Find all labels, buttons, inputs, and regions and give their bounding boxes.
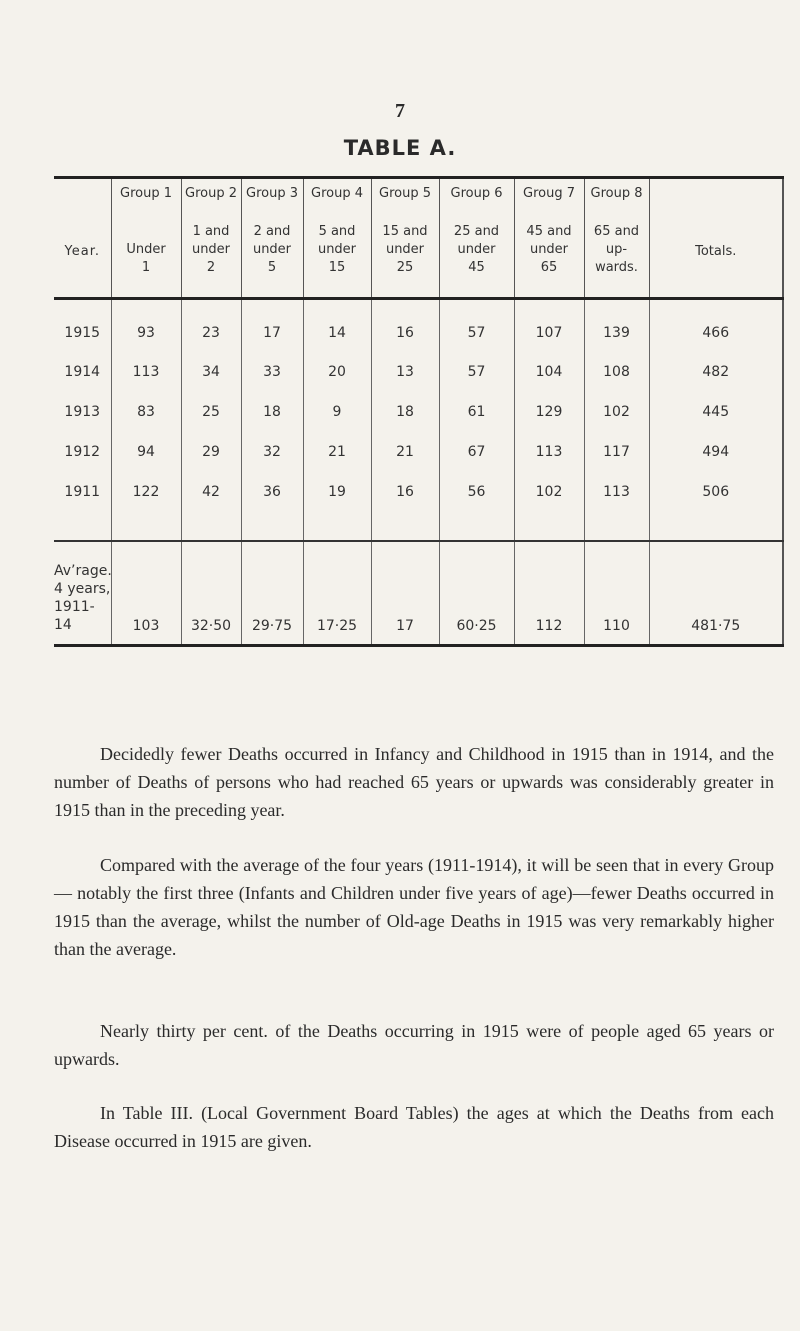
value-cell: 61 [439, 392, 514, 432]
average-cell: 60·25 [439, 541, 514, 646]
value-cell: 19 [303, 472, 371, 541]
value-cell: 14 [303, 299, 371, 353]
table-header-row [54, 178, 783, 299]
value-cell: 42 [181, 472, 241, 541]
value-cell: 56 [439, 472, 514, 541]
table-row [54, 432, 783, 472]
year-cell: 1915 [64, 325, 101, 341]
group-header: Group 1 Under 1 [111, 178, 181, 299]
table-title: TABLE A. [343, 136, 457, 160]
average-label: Av’rage. 4 years, 1911-14 [54, 541, 111, 646]
value-cell: 139 [584, 299, 649, 353]
value-cell: 117 [584, 432, 649, 472]
value-cell: 17 [241, 299, 303, 353]
paragraph-infancy-deaths: Decidedly fewer Deaths occurred in Infancy and Childhood in 1915 than in 1914, and the number of Deaths of persons who had reached 65 years or upwards was considerably greater in 1915 than in the preceding year. [54, 744, 774, 820]
value-cell: 20 [303, 352, 371, 392]
table-row [54, 299, 783, 353]
value-cell: 113 [584, 472, 649, 541]
year-cell: 1911 [54, 472, 111, 541]
value-cell: 16 [371, 299, 439, 353]
value-cell: 107 [514, 299, 584, 353]
value-cell: 94 [111, 432, 181, 472]
value-cell: 67 [439, 432, 514, 472]
group-header: Group 2 1 and under 2 [181, 178, 241, 299]
value-cell: 102 [514, 472, 584, 541]
value-cell: 13 [371, 352, 439, 392]
value-cell: 18 [371, 392, 439, 432]
page-number: 7 [395, 100, 405, 122]
average-cell: 17·25 [303, 541, 371, 646]
value-cell: 113 [514, 432, 584, 472]
value-cell: 21 [303, 432, 371, 472]
total-cell: 494 [649, 432, 783, 472]
value-cell: 57 [439, 299, 514, 353]
total-cell: 482 [649, 352, 783, 392]
average-cell: 17 [371, 541, 439, 646]
group-header: Group 3 2 and under 5 [241, 178, 303, 299]
total-cell: 445 [649, 392, 783, 432]
value-cell: 83 [111, 392, 181, 432]
average-row [54, 541, 783, 646]
average-cell: 32·50 [181, 541, 241, 646]
value-cell: 18 [241, 392, 303, 432]
average-cell: 110 [584, 541, 649, 646]
year-cell: 1914 [64, 364, 101, 380]
value-cell: 122 [111, 472, 181, 541]
value-cell: 33 [241, 352, 303, 392]
average-cell: 112 [514, 541, 584, 646]
value-cell: 113 [111, 352, 181, 392]
value-cell: 25 [181, 392, 241, 432]
value-cell: 16 [371, 472, 439, 541]
group-header: Group 5 15 and under 25 [371, 178, 439, 299]
total-cell: 466 [649, 299, 783, 353]
average-cell: 29·75 [241, 541, 303, 646]
paragraph-average-comparison: Compared with the average of the four years (1911-1914), it will be seen that in every Group— notably the first three (Infants and Children under five years of age)—fewer Deaths occurred in 1915 than the average, whilst the number of Old-age Deaths in 1915 was very remarkably higher than the average. [54, 855, 774, 959]
value-cell: 57 [439, 352, 514, 392]
value-cell: 104 [514, 352, 584, 392]
average-total-cell: 481·75 [649, 541, 783, 646]
table-row [54, 352, 783, 392]
year-column-header: Year. [54, 178, 111, 299]
value-cell: 93 [111, 299, 181, 353]
group-header: Groug 7 45 and under 65 [514, 178, 584, 299]
year-cell: 1913 [64, 404, 101, 420]
group-header: Group 8 65 and up- wards. [584, 178, 649, 299]
value-cell: 29 [181, 432, 241, 472]
value-cell: 36 [241, 472, 303, 541]
paragraph-table-reference: In Table III. (Local Government Board Tables) the ages at which the Deaths from each Disease occurred in 1915 are given. [54, 1103, 774, 1151]
totals-column-header: Totals. [649, 178, 783, 299]
table-row [54, 472, 783, 541]
paragraph-old-age-percentage: Nearly thirty per cent. of the Deaths occurring in 1915 were of people aged 65 years or upwards. [54, 1021, 774, 1069]
value-cell: 34 [181, 352, 241, 392]
value-cell: 9 [303, 392, 371, 432]
value-cell: 32 [241, 432, 303, 472]
deaths-by-age-table [54, 176, 783, 647]
value-cell: 23 [181, 299, 241, 353]
table-row [54, 392, 783, 432]
value-cell: 21 [371, 432, 439, 472]
year-cell: 1912 [64, 444, 101, 460]
value-cell: 102 [584, 392, 649, 432]
value-cell: 108 [584, 352, 649, 392]
group-header: Group 6 25 and under 45 [439, 178, 514, 299]
average-cell: 103 [111, 541, 181, 646]
total-cell: 506 [649, 472, 783, 541]
group-header: Group 4 5 and under 15 [303, 178, 371, 299]
value-cell: 129 [514, 392, 584, 432]
